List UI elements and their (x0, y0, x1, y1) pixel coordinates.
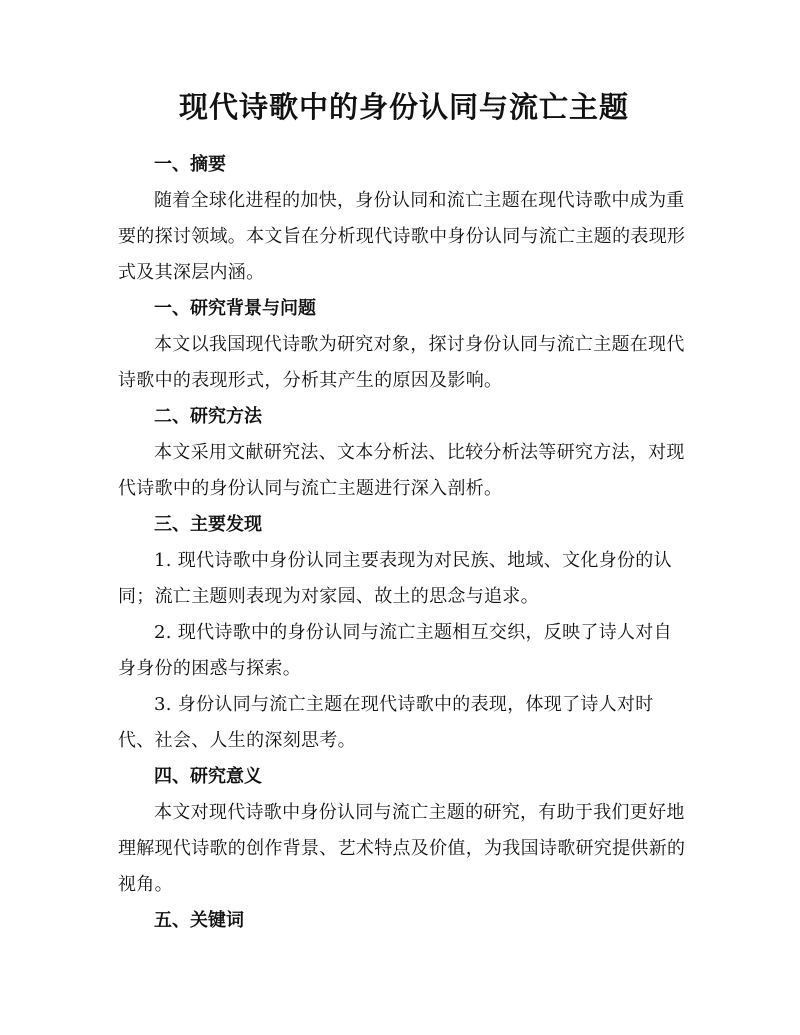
section-heading-keywords: 五、关键词 (154, 909, 244, 931)
significance-paragraph: 本文对现代诗歌中身份认同与流亡主题的研究，有助于我们更好地理解现代诗歌的创作背景、艺术特点及价值，为我国诗歌研究提供新的视角。 (118, 801, 686, 895)
document-title: 现代诗歌中的身份认同与流亡主题 (178, 90, 629, 124)
finding-item-2: 2. 现代诗歌中的身份认同与流亡主题相互交织，反映了诗人对自身身份的困惑与探索。 (118, 621, 672, 679)
section-heading-significance: 四、研究意义 (154, 765, 262, 787)
section-heading-findings: 三、主要发现 (154, 513, 262, 535)
finding-item-3: 3. 身份认同与流亡主题在现代诗歌中的表现，体现了诗人对时代、社会、人生的深刻思考。 (118, 693, 654, 751)
finding-item-1: 1. 现代诗歌中身份认同主要表现为对民族、地域、文化身份的认同；流亡主题则表现为对家园、故土的思念与追求。 (118, 549, 672, 607)
section-heading-abstract: 一、摘要 (154, 153, 226, 175)
section-heading-background: 一、研究背景与问题 (154, 297, 316, 319)
methods-paragraph: 本文采用文献研究法、文本分析法、比较分析法等研究方法，对现代诗歌中的身份认同与流亡主题进行深入剖析。 (118, 441, 685, 499)
background-paragraph: 本文以我国现代诗歌为研究对象，探讨身份认同与流亡主题在现代诗歌中的表现形式，分析其产生的原因及影响。 (118, 333, 685, 391)
abstract-paragraph: 随着全球化进程的加快，身份认同和流亡主题在现代诗歌中成为重要的探讨领域。本文旨在分析现代诗歌中身份认同与流亡主题的表现形式及其深层内涵。 (118, 189, 686, 283)
section-heading-methods: 二、研究方法 (154, 405, 262, 427)
